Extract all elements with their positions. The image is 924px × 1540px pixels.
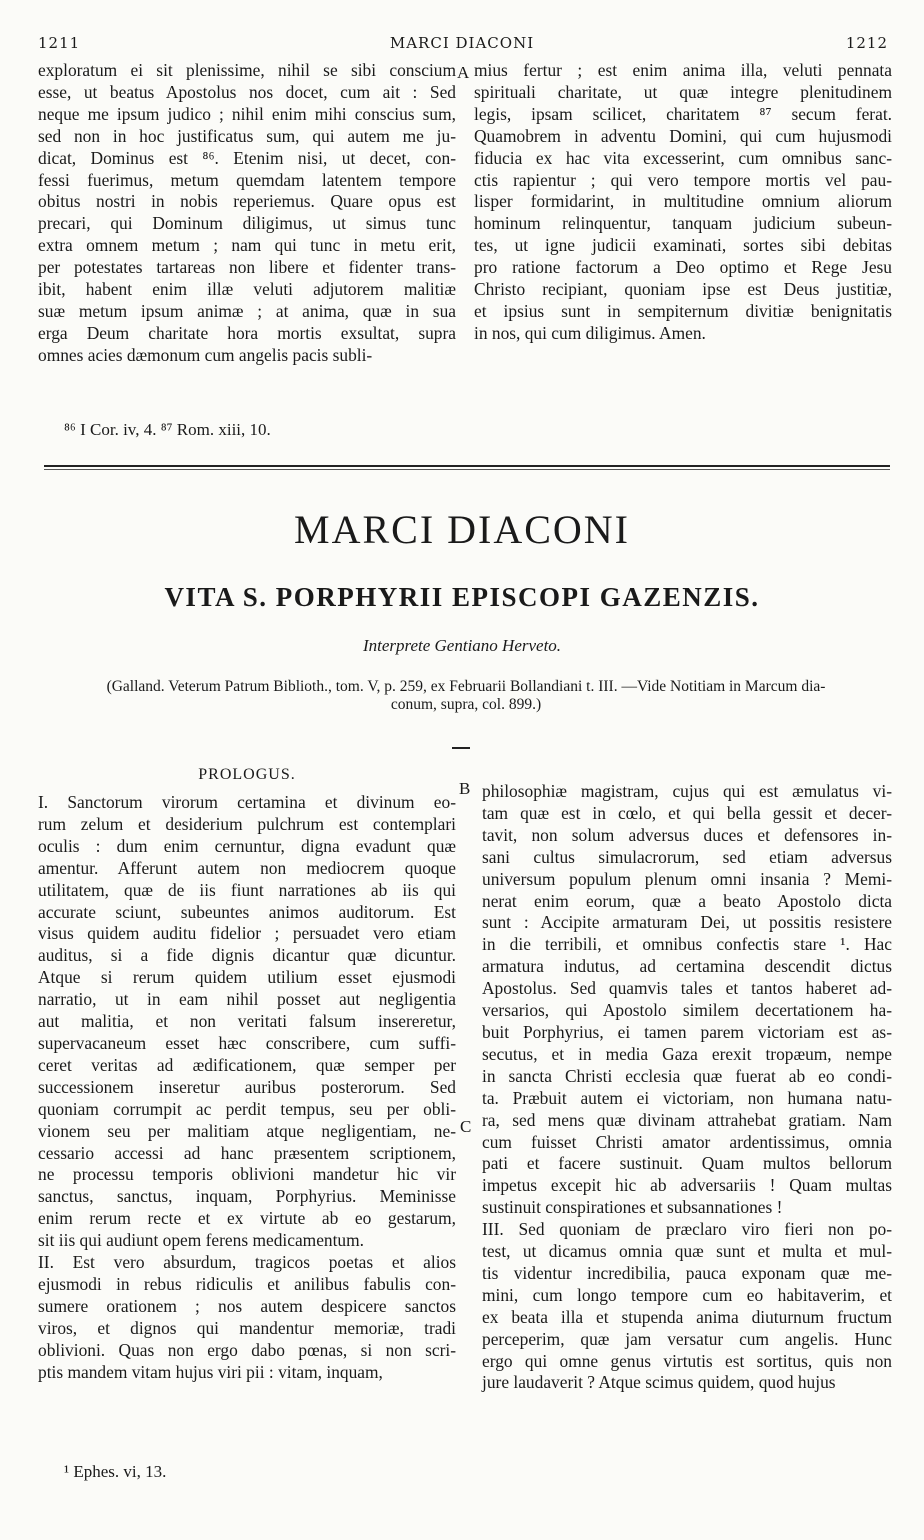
section-divider <box>44 465 890 467</box>
right-page-number: 1212 <box>845 34 888 52</box>
text-line: ibit, habent enim illæ veluti adjutorem malitiæ <box>38 279 456 300</box>
text-line: nerat enim eorum, quæ a beato Apostolo dicta <box>482 890 892 911</box>
top-footnotes: ⁸⁶ I Cor. iv, 4. ⁸⁷ Rom. xiii, 10. <box>64 420 271 439</box>
text-line: sumere orationem ; nos autem despicere sanctos <box>38 1295 456 1316</box>
text-line: Quamobrem in adventu Domini, qui cum hujusmodi <box>474 125 892 146</box>
text-line: enim rerum recte et ex virtute ab eo gestarum, <box>38 1208 456 1229</box>
margin-marker-c: C <box>460 1117 472 1136</box>
text-line: in die terribili, et omnibus confectis stare ¹. Hac <box>482 934 892 955</box>
text-line: utilitatem, quæ de iis fiunt narrationes ab iis qui <box>38 879 456 900</box>
left-page-number: 1211 <box>38 34 81 52</box>
text-line: universum populum plenum omni insania ? Memi- <box>482 868 892 889</box>
text-line: III. Sed quoniam de præclaro viro fieri non po- <box>482 1219 892 1240</box>
text-line: pati et facere sustinuit. Quam multos bellorum <box>482 1153 892 1174</box>
text-line: secutus, et in media Gaza erexit tropæum, nempe <box>482 1043 892 1064</box>
biblio-line-1: (Galland. Veterum Patrum Biblioth., tom. V, p. 259, ex Februarii Bollandiani t. III. —Vide Notitiam in Marcum dia- <box>106 678 826 695</box>
text-line: omnes acies dæmonum cum angelis pacis subli- <box>38 344 373 365</box>
text-line: impetus excepit hic ab adversariis ! Quam multas <box>482 1175 892 1196</box>
text-line: mius fertur ; est enim anima illa, veluti pennata <box>474 60 892 80</box>
biblio-line-2: conum, supra, col. 899.) <box>390 696 542 713</box>
text-line: legis, ipsam scilicet, charitatem ⁸⁷ secum ferat. <box>474 103 892 124</box>
text-line: ergo qui omne genus virtutis est sortitus, quis non <box>482 1350 892 1371</box>
text-line: esse, ut beatus Apostolus nos docet, cum ait : Sed <box>38 81 456 102</box>
text-line: jure laudaverit ? Atque scimus quidem, quod hujus <box>482 1372 836 1393</box>
text-line: aut malitia, et non veritati falsum insereretur, <box>38 1011 456 1032</box>
text-line: ctis rapientur ; qui vero tempore mortis vel pau- <box>474 169 892 190</box>
text-line: hominum relinquentur, tanquam judicium subeun- <box>474 213 892 234</box>
text-line: rum zelum et desiderium pulchrum est contemplari <box>38 813 456 834</box>
text-line: lisper formidarint, in multitudine omnium aliorum <box>474 191 892 212</box>
text-line: visus quidem auditu fidelior ; persuadet vero etiam <box>38 923 456 944</box>
text-line: viros, et dignos qui mandentur memoriæ, tradi <box>38 1317 456 1338</box>
text-line: suæ metum ipsum animæ ; at anima, quæ in sua <box>38 300 456 321</box>
bottom-right-column <box>482 781 892 1394</box>
text-line: buit Porphyrius, ei tamen parem victoriam est as- <box>482 1021 892 1042</box>
running-title: MARCI DIACONI <box>389 34 535 52</box>
text-line: per potestates tartareas non libere et fidenter trans- <box>38 257 456 278</box>
text-line: quoniam corrumpit ac perdit tempus, seu per obli- <box>38 1098 456 1119</box>
text-line: I. Sanctorum virorum certamina et divinum eo- <box>38 792 456 812</box>
work-title: VITA S. PORPHYRII EPISCOPI GAZENZIS. <box>164 582 760 612</box>
text-line: accurate sciunt, subeuntes animos auditorum. Est <box>38 901 456 922</box>
text-line: vionem seu per malitiam atque negligentiam, ne- <box>38 1120 456 1141</box>
text-line: ta. Præbuit autem ei victoriam, non humana natu- <box>482 1087 892 1108</box>
text-line: tis videntur incredibilia, pauca exponam quæ me- <box>482 1262 892 1283</box>
text-line: tavit, non solum adversus duces et defensores in- <box>482 824 892 845</box>
text-line: sunt : Accipite armaturam Dei, ut possitis resistere <box>482 912 892 933</box>
section-divider-thin <box>44 469 890 470</box>
text-line: supervacaneum esset hæc conscribere, cum suffi- <box>38 1032 456 1053</box>
text-line: ex beata illa et stupenda anima diuturnum fructum <box>482 1306 892 1327</box>
text-line: oculis : dum enim cernuntur, digna evadunt quæ <box>38 835 456 856</box>
text-line: pro ratione factorum a Deo optimo et Rege Jesu <box>474 257 892 278</box>
text-line: ejusmodi in rebus ridiculis et anilibus fabulis con- <box>38 1273 456 1294</box>
text-line: armatura indutus, ad certamina descendit dictus <box>482 956 892 977</box>
bottom-footnote: ¹ Ephes. vi, 13. <box>64 1462 167 1481</box>
text-line: spirituali charitate, ut quæ integre plenitudinem <box>474 81 892 102</box>
interpreter-line: Interprete Gentiano Herveto. <box>362 636 562 655</box>
text-line: auditus, si a fide dignis dicantur quæ dicuntur. <box>38 945 456 966</box>
text-line: dicat, Dominus est ⁸⁶. Etenim nisi, ut decet, con- <box>38 147 456 168</box>
text-line: fiducia ex hac vita excesserint, cum omnibus sanc- <box>474 147 892 168</box>
text-line: obitus nostri in nobis reperiemus. Quare opus est <box>38 191 456 212</box>
text-line: tes, ut igne judicii examinati, sortes sibi debitas <box>474 235 892 256</box>
text-line: narratio, ut in eam nihil posset aut negligentia <box>38 989 456 1010</box>
text-line: amentur. Afferunt autem non mediocrem quoque <box>38 857 456 878</box>
text-line: ptis mandem vitam hujus viri pii : vitam, inquam, <box>38 1361 383 1382</box>
text-line: in nos, qui cum diligimus. Amen. <box>474 322 706 343</box>
text-line: Christo recipiant, quoniam ipse est Deus justitiæ, <box>474 279 892 300</box>
margin-marker-a: A <box>457 63 470 82</box>
text-line: perceperim, quæ jam versatur cum angelis. Hunc <box>482 1328 892 1349</box>
title-dash <box>452 747 470 749</box>
text-line: mini, cum longo tempore cum eo habitaverim, et <box>482 1284 892 1305</box>
work-author-title: MARCI DIACONI <box>294 507 630 552</box>
text-line: precari, qui Dominum diligimus, ut simus tunc <box>38 213 456 234</box>
bottom-left-column <box>38 792 456 1383</box>
text-line: in sancta Christi ecclesia quæ fuerat ab eo condi- <box>482 1065 892 1086</box>
text-line: oblivioni. Quas non ergo dabo pœnas, si non scri- <box>38 1339 456 1360</box>
text-line: sed non in hoc justificatus sum, qui autem me ju- <box>38 125 456 146</box>
text-line: ne processu temporis oblivioni mandetur hic vir <box>38 1164 456 1185</box>
margin-marker-b: B <box>459 779 471 798</box>
text-line: sit iis qui audiunt opem ferens medicamentum. <box>38 1230 365 1251</box>
text-line: sustinuit conspirationes et subsannationes ! <box>482 1197 783 1218</box>
text-line: II. Est vero absurdum, tragicos poetas et alios <box>38 1252 456 1273</box>
text-line: sanctus, sanctus, inquam, Porphyrius. Meminisse <box>38 1186 456 1207</box>
text-line: extra omnem metum ; nam qui tunc in metu erit, <box>38 235 456 256</box>
text-line: philosophiæ magistram, cujus qui est æmulatus vi- <box>482 781 892 801</box>
prologus-heading: PROLOGUS. <box>198 766 296 783</box>
text-line: cessario accessi ad hanc præsentem scriptionem, <box>38 1142 456 1163</box>
top-right-column <box>474 60 892 345</box>
text-line: fessi fuerimus, metum quemdam latentem tempore <box>38 169 456 190</box>
text-line: versarios, qui Apostolo similem decertationem ha- <box>482 1000 892 1021</box>
text-line: tam quæ est in cœlo, et qui bella gessit et decer- <box>482 802 892 823</box>
text-line: et ipsius sunt in sempiternum divitiæ benignitatis <box>474 300 892 321</box>
text-line: cum fuisset Christi amator ardentissimus, omnia <box>482 1131 892 1152</box>
text-line: erga Deum charitate hora mortis exsultat, supra <box>38 322 456 343</box>
text-line: successionem inseretur auribus posterorum. Sed <box>38 1076 456 1097</box>
text-line: neque me ipsum judico ; nihil enim mihi conscius sum, <box>38 103 456 124</box>
text-line: Atque si rerum quidem utilium esset ejusmodi <box>38 967 456 988</box>
text-line: test, ut dicamus omnia quæ sunt et multa et mul- <box>482 1241 892 1262</box>
text-line: ceret veritas ad ædificationem, quæ semper per <box>38 1054 456 1075</box>
bibliographic-note <box>40 678 892 714</box>
text-line: ra, sed mens quæ divinam attrahebat gratiam. Nam <box>482 1109 892 1130</box>
text-line: exploratum ei sit plenissime, nihil se sibi conscium <box>38 60 456 80</box>
top-left-column <box>38 60 456 367</box>
text-line: sani cultus simulacrorum, sed etiam adversus <box>482 846 892 867</box>
text-line: Apostolus. Sed quamvis tales et tantos haberet ad- <box>482 978 892 999</box>
